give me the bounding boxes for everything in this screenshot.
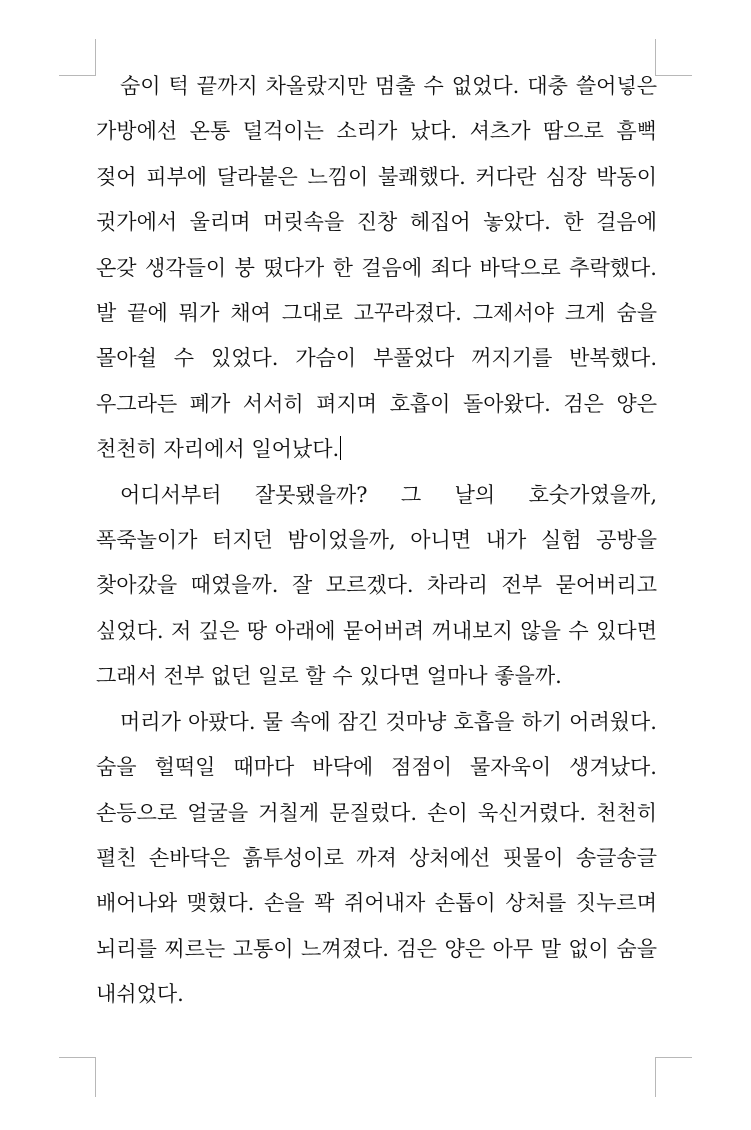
crop-mark-top-left-horizontal: [59, 75, 96, 76]
crop-mark-bottom-left-vertical: [95, 1057, 96, 1097]
paragraph-1-text: 숨이 턱 끝까지 차올랐지만 멈출 수 없었다. 대충 쓸어넣은 가방에선 온통 덜걱이는 소리가 났다. 셔츠가 땀으로 흠뻑 젖어 피부에 달라붙은 느낌이 불쾌했다. 커다란 심장 박동이 귓가에서 울리며 머릿속을 진창 헤집어 놓았다. 한 걸음에 온갖 생각들이 붕 떴다가 한 걸음에 죄다 바닥으로 추락했다. 발 끝에 뭐가 채여 그대로 고꾸라졌다. 그제서야 크게 숨을 몰아쉴 수 있었다. 가슴이 부풀었다 꺼지기를 반복했다. 우그라든 폐가 서서히 펴지며 호흡이 돌아왔다. 검은 양은 천천히 자리에서 일어났다.: [96, 74, 657, 462]
crop-mark-bottom-left-horizontal: [59, 1057, 96, 1058]
text-cursor: [340, 436, 341, 460]
crop-mark-bottom-right-horizontal: [655, 1057, 692, 1058]
paragraph-3-text: 머리가 아팠다. 물 속에 잠긴 것마냥 호흡을 하기 어려웠다. 숨을 헐떡일 때마다 바닥에 점점이 물자욱이 생겨났다. 손등으로 얼굴을 거칠게 문질렀다. 손이 욱신거렸다. 천천히 펼친 손바닥은 흙투성이로 까져 상처에선 핏물이 송글송글 배어나와 맺혔다. 손을 꽉 쥐어내자 손톱이 상처를 짓누르며 뇌리를 찌르는 고통이 느껴졌다. 검은 양은 아무 말 없이 숨을 내쉬었다.: [96, 709, 657, 1007]
paragraph-2: [96, 473, 657, 700]
document-body[interactable]: [96, 64, 657, 1018]
crop-mark-bottom-right-vertical: [655, 1057, 656, 1097]
crop-mark-top-right-horizontal: [655, 75, 692, 76]
paragraph-1: [96, 64, 657, 473]
paragraph-2-text: 어디서부터 잘못됐을까? 그 날의 호숫가였을까, 폭죽놀이가 터지던 밤이었을까, 아니면 내가 실험 공방을 찾아갔을 때였을까. 잘 모르겠다. 차라리 전부 묻어버리고 싶었다. 저 깊은 땅 아래에 묻어버려 꺼내보지 않을 수 있다면 그래서 전부 없던 일로 할 수 있다면 얼마나 좋을까.: [96, 482, 657, 689]
paragraph-3: [96, 700, 657, 1018]
